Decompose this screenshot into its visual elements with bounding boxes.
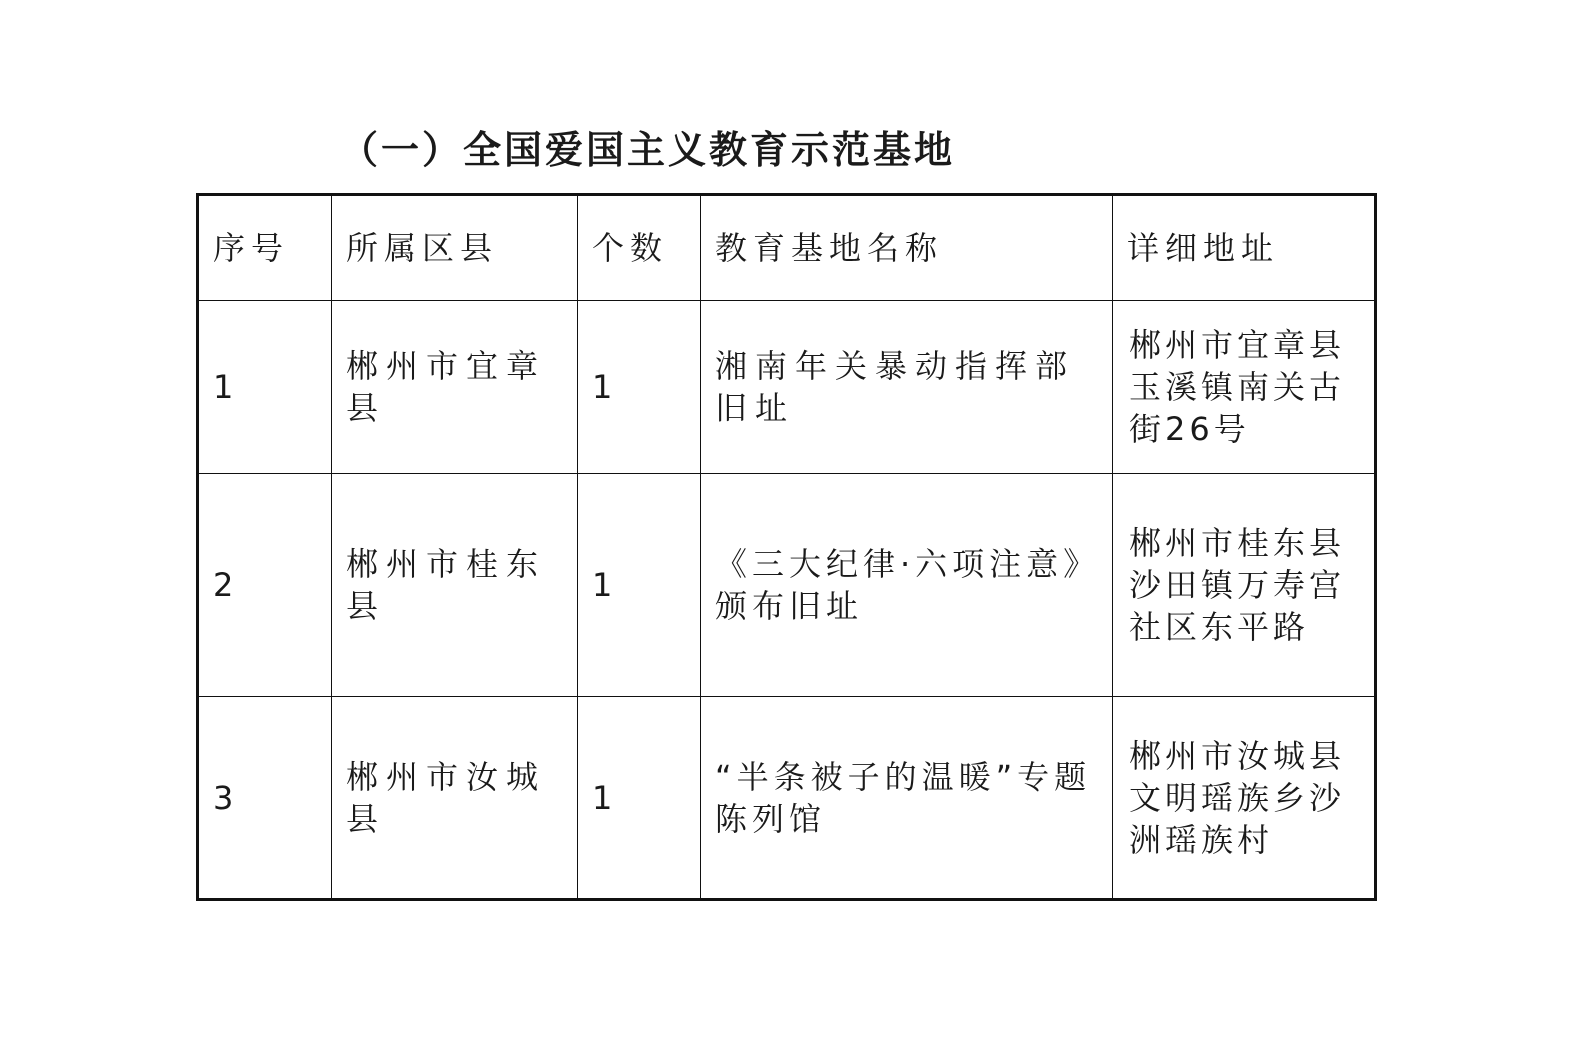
header-index: 序号 bbox=[198, 195, 332, 301]
row-index: 2 bbox=[198, 474, 332, 697]
row-base-name: “半条被子的温暖”专题陈列馆 bbox=[701, 697, 1113, 900]
row-count: 1 bbox=[578, 697, 701, 900]
row-base-name: 湘南年关暴动指挥部旧址 bbox=[701, 301, 1113, 474]
page-title: （一）全国爱国主义教育示范基地 bbox=[340, 127, 956, 172]
row-district: 郴州市汝城县 bbox=[332, 697, 578, 900]
row-index: 3 bbox=[198, 697, 332, 900]
header-base-name: 教育基地名称 bbox=[701, 195, 1113, 301]
row-count: 1 bbox=[578, 301, 701, 474]
table-row bbox=[198, 301, 1376, 474]
header-count: 个数 bbox=[578, 195, 701, 301]
header-address: 详细地址 bbox=[1113, 195, 1376, 301]
education-base-table bbox=[196, 193, 1377, 901]
row-address: 郴州市宜章县玉溪镇南关古街26号 bbox=[1113, 301, 1376, 474]
table-row bbox=[198, 474, 1376, 697]
row-district: 郴州市宜章县 bbox=[332, 301, 578, 474]
table-row bbox=[198, 697, 1376, 900]
row-base-name: 《三大纪律·六项注意》颁布旧址 bbox=[701, 474, 1113, 697]
row-address: 郴州市桂东县沙田镇万寿宫社区东平路 bbox=[1113, 474, 1376, 697]
row-count: 1 bbox=[578, 474, 701, 697]
row-address: 郴州市汝城县文明瑶族乡沙洲瑶族村 bbox=[1113, 697, 1376, 900]
table-header-row bbox=[198, 195, 1376, 301]
row-district: 郴州市桂东县 bbox=[332, 474, 578, 697]
header-district: 所属区县 bbox=[332, 195, 578, 301]
row-index: 1 bbox=[198, 301, 332, 474]
